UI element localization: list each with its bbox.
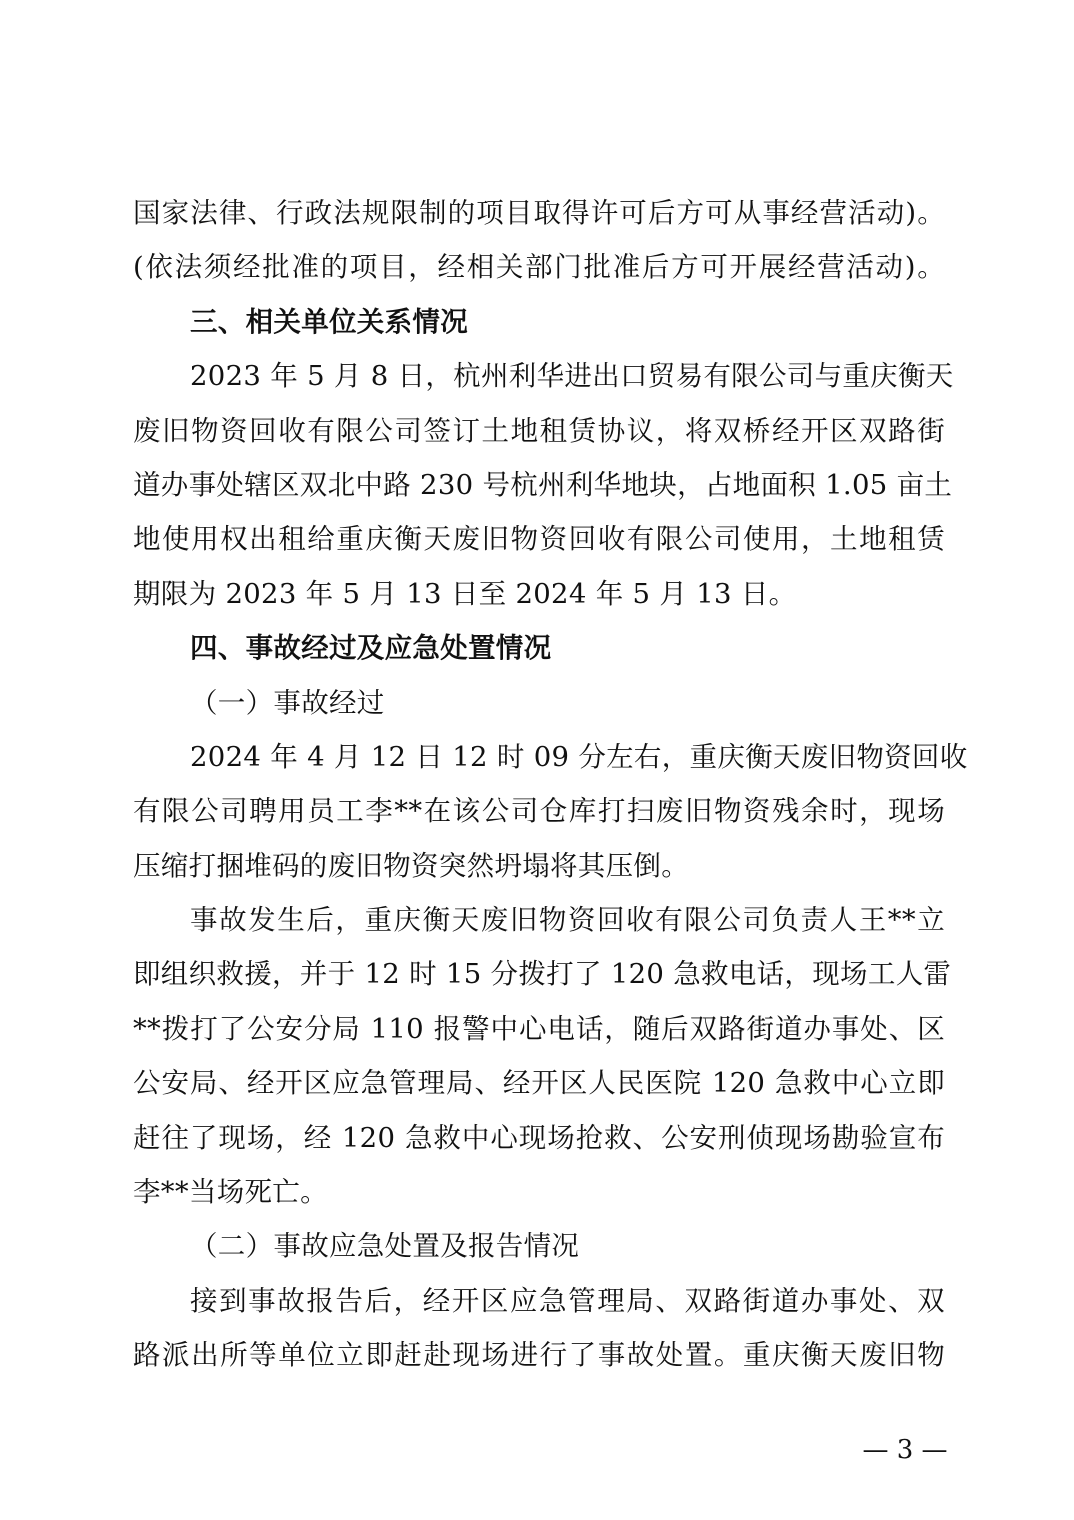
body-line: 路派出所等单位立即赶赴现场进行了事故处置。重庆衡天废旧物: [133, 1339, 945, 1372]
subsection-heading-2: （二）事故应急处置及报告情况: [190, 1230, 580, 1263]
body-line: 期限为 2023 年 5 月 13 日至 2024 年 5 月 13 日。: [133, 577, 797, 610]
body-line: 国家法律、行政法规限制的项目取得许可后方可从事经营活动)。: [133, 197, 945, 229]
body-line: 地使用权出租给重庆衡天废旧物资回收有限公司使用，土地租赁: [133, 523, 945, 556]
body-line: 事故发生后，重庆衡天废旧物资回收有限公司负责人王**立: [190, 904, 945, 937]
document-body: [133, 186, 968, 1383]
section-heading-3: 三、相关单位关系情况: [190, 305, 468, 338]
body-line: 李**当场死亡。: [133, 1176, 328, 1209]
body-line: 有限公司聘用员工李**在该公司仓库打扫废旧物资残余时，现场: [133, 795, 945, 828]
body-line: 赶往了现场，经 120 急救中心现场抢救、公安刑侦现场勘验宣布: [133, 1121, 945, 1154]
body-line: 2023 年 5 月 8 日，杭州利华进出口贸易有限公司与重庆衡天: [190, 360, 954, 393]
page-number: — 3 —: [862, 1435, 948, 1465]
section-heading-4: 四、事故经过及应急处置情况: [190, 632, 552, 665]
body-line: 2024 年 4 月 12 日 12 时 09 分左右，重庆衡天废旧物资回收: [190, 740, 968, 773]
body-line: 废旧物资回收有限公司签订土地租赁协议，将双桥经开区双路街: [133, 414, 945, 447]
body-line: 公安局、经开区应急管理局、经开区人民医院 120 急救中心立即: [133, 1067, 945, 1100]
body-line: 即组织救援，并于 12 时 15 分拨打了 120 急救电话，现场工人雷: [133, 958, 952, 991]
body-line: 压缩打捆堆码的废旧物资突然坍塌将其压倒。: [133, 849, 689, 882]
body-line: 接到事故报告后，经开区应急管理局、双路街道办事处、双: [190, 1284, 945, 1317]
body-line: (依法须经批准的项目，经相关部门批准后方可开展经营活动)。: [133, 251, 945, 284]
body-line: **拨打了公安分局 110 报警中心电话，随后双路街道办事处、区: [133, 1012, 945, 1045]
subsection-heading-1: （一）事故经过: [190, 686, 385, 719]
body-line: 道办事处辖区双北中路 230 号杭州利华地块，占地面积 1.05 亩土: [133, 468, 953, 501]
